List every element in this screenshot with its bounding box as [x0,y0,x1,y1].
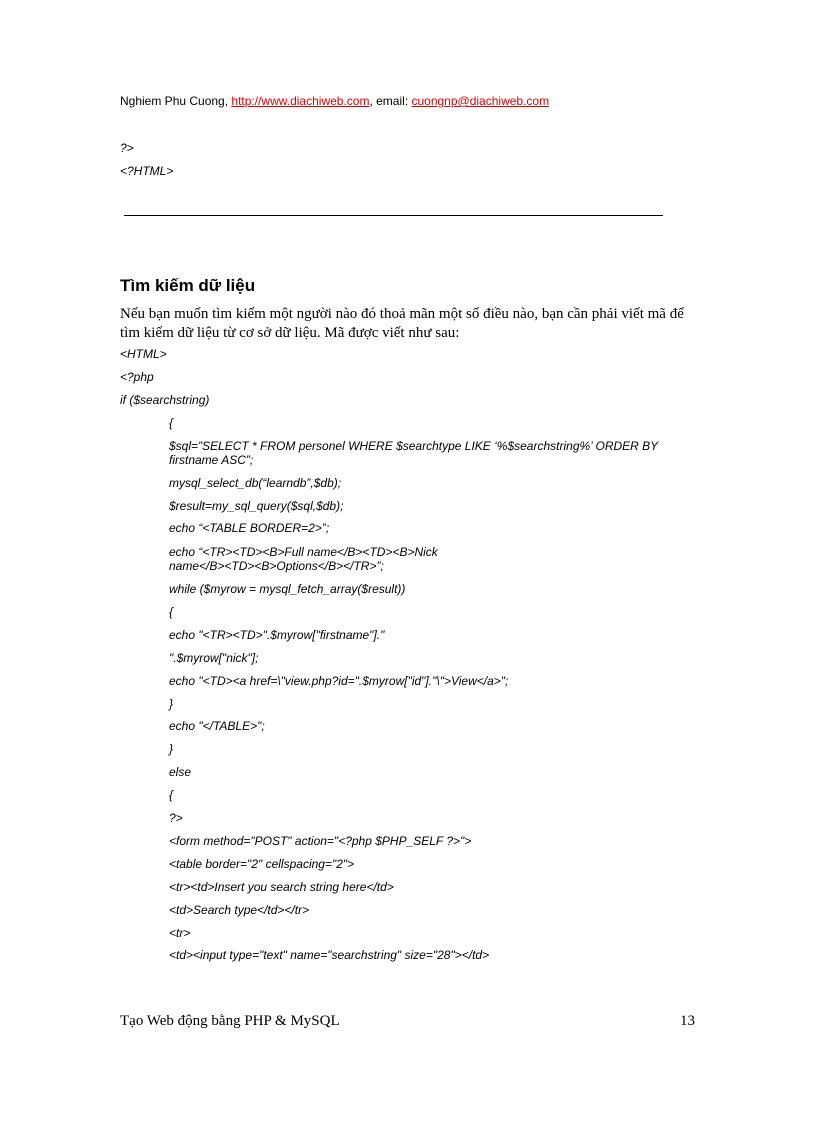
horizontal-divider [124,215,663,216]
code-line: echo “<TR><TD><B>Full name</B><TD><B>Nick name</B><TD><B>Options</B></TR>”; [169,545,438,573]
code-line: ?> [169,811,183,825]
code-line: <table border="2" cellspacing="2"> [169,857,355,871]
footer-title: Tạo Web động bằng PHP & MySQL [120,1013,340,1029]
code-line: ?> [120,141,134,155]
code-line: <td><input type="text" name="searchstring" size="28"></td> [169,948,490,962]
author-name: Nghiem Phu Cuong, [120,94,232,108]
code-line: echo “<TABLE BORDER=2>”; [169,521,330,535]
code-line: echo "<TD><a href=\"view.php?id=".$myrow["id"]."\">View</a>"; [169,674,509,688]
code-line: <form method="POST" action="<?php $PHP_SELF ?>"> [169,834,472,848]
website-link[interactable]: http://www.diachiweb.com [231,94,370,108]
email-label: , email: [369,94,412,108]
section-heading: Tìm kiếm dữ liệu [120,276,256,295]
code-line: { [169,416,174,430]
code-line: } [169,742,174,756]
code-line: if ($searchstring) [120,393,210,407]
code-line: ".$myrow["nick"]; [169,651,259,665]
code-line: echo "<TR><TD>".$myrow["firstname"]." [169,628,385,642]
code-line: mysql_select_db(“learndb”,$db); [169,476,342,490]
section-paragraph: Nếu bạn muốn tìm kiếm một người nào đó thoả mãn một số điều nào, bạn cần phải viết mã để tìm kiếm dữ liệu từ cơ sở dữ liệu. Mã được viết như sau: [120,306,684,341]
code-line: <?HTML> [120,164,174,178]
page-header [120,94,549,108]
code-line: <td>Search type</td></tr> [169,903,310,917]
code-line: $result=my_sql_query($sql,$db); [169,499,344,513]
code-line: <HTML> [120,347,167,361]
code-line: } [169,697,174,711]
code-line: <?php [120,370,154,384]
page-number: 13 [680,1013,695,1029]
code-line: <tr> [169,926,191,940]
code-line: else [169,765,192,779]
code-line: echo "</TABLE>"; [169,719,265,733]
code-line: while ($myrow = mysql_fetch_array($result)) [169,582,406,596]
email-link[interactable]: cuongnp@diachiweb.com [411,94,550,108]
code-line: $sql=”SELECT * FROM personel WHERE $searchtype LIKE ‘%$searchstring%’ ORDER BY firstname ASC”; [169,439,658,467]
code-line: { [169,605,174,619]
code-line: { [169,788,174,802]
code-line: <tr><td>Insert you search string here</td> [169,880,394,894]
